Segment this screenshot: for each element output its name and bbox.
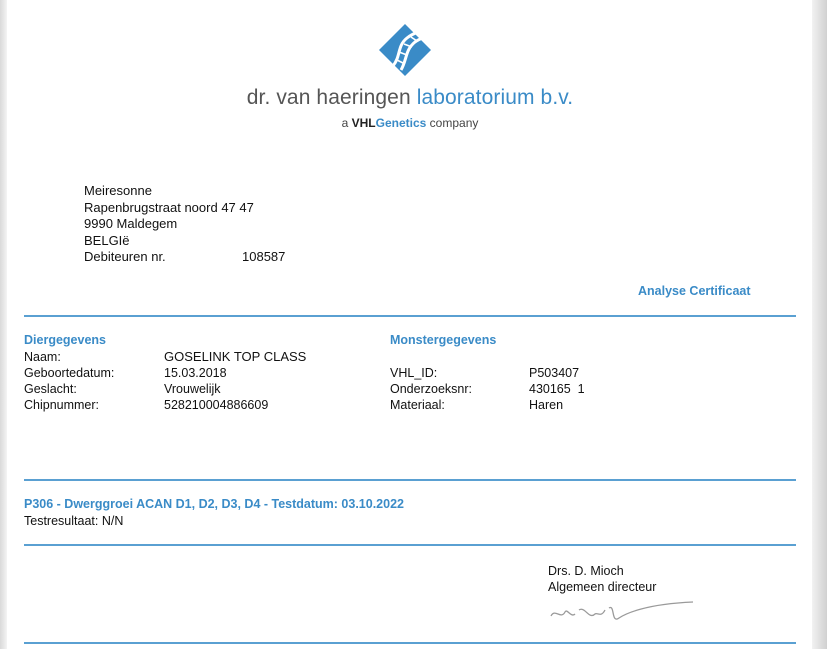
animal-label: Geslacht: — [24, 382, 77, 396]
address-country: BELGIë — [84, 232, 130, 248]
sample-row — [390, 365, 585, 381]
animal-value: GOSELINK TOP CLASS — [164, 349, 307, 364]
animal-row — [24, 381, 306, 397]
address-city: 9990 Maldegem — [84, 216, 178, 232]
animal-row — [24, 349, 306, 365]
animal-value: 528210004886609 — [164, 398, 269, 412]
sample-heading: Monstergegevens — [390, 333, 497, 347]
animal-label: Geboortedatum: — [24, 366, 115, 380]
signer-role: Algemeen directeur — [548, 580, 657, 594]
divider — [24, 315, 796, 317]
company-tagline — [0, 116, 820, 130]
debtor-row — [84, 249, 285, 266]
tagline-prefix: a — [341, 116, 352, 130]
sample-data — [390, 365, 585, 413]
address-name: Meiresonne — [84, 183, 152, 198]
sample-row — [390, 397, 585, 413]
debtor-value: 108587 — [242, 249, 286, 265]
tagline-brand-genetics: Genetics — [375, 116, 427, 130]
company-name-accent: laboratorium b.v. — [416, 86, 574, 109]
debtor-label: Debiteuren nr. — [84, 249, 166, 265]
sample-value: Haren — [529, 398, 564, 412]
address-street: Rapenbrugstraat noord 47 47 — [84, 199, 254, 215]
sample-label: Materiaal: — [390, 398, 445, 412]
company-name-main: dr. van haeringen — [246, 86, 417, 109]
signer-name: Drs. D. Mioch — [548, 564, 624, 578]
animal-label: Naam: — [24, 350, 61, 364]
certificate-title: Analyse Certificaat — [638, 284, 751, 298]
animal-label: Chipnummer: — [24, 398, 100, 412]
address-block — [84, 183, 285, 266]
sample-label: Onderzoeksnr: — [390, 382, 472, 396]
animal-data — [24, 349, 306, 413]
signature-image — [545, 596, 695, 626]
animal-row — [24, 365, 306, 381]
sample-row — [390, 381, 585, 397]
signer-block — [548, 563, 656, 595]
animal-value: 15.03.2018 — [164, 366, 227, 380]
sample-value: P503407 — [529, 366, 580, 380]
company-name — [0, 86, 820, 110]
sample-label: VHL_ID: — [390, 366, 438, 380]
divider — [24, 479, 796, 481]
sample-value: 430165 1 — [529, 382, 585, 396]
animal-row — [24, 397, 306, 413]
animal-value: Vrouwelijk — [164, 382, 221, 396]
tagline-brand-vhl: VHL — [351, 116, 376, 130]
animal-heading: Diergegevens — [24, 333, 106, 347]
test-result: Testresultaat: N/N — [24, 514, 124, 528]
tagline-suffix: company — [426, 116, 479, 130]
divider — [24, 642, 796, 644]
divider — [24, 544, 796, 546]
dna-logo-icon — [377, 22, 433, 78]
test-title: P306 - Dwerggroei ACAN D1, D2, D3, D4 - Testdatum: 03.10.2022 — [24, 497, 404, 511]
